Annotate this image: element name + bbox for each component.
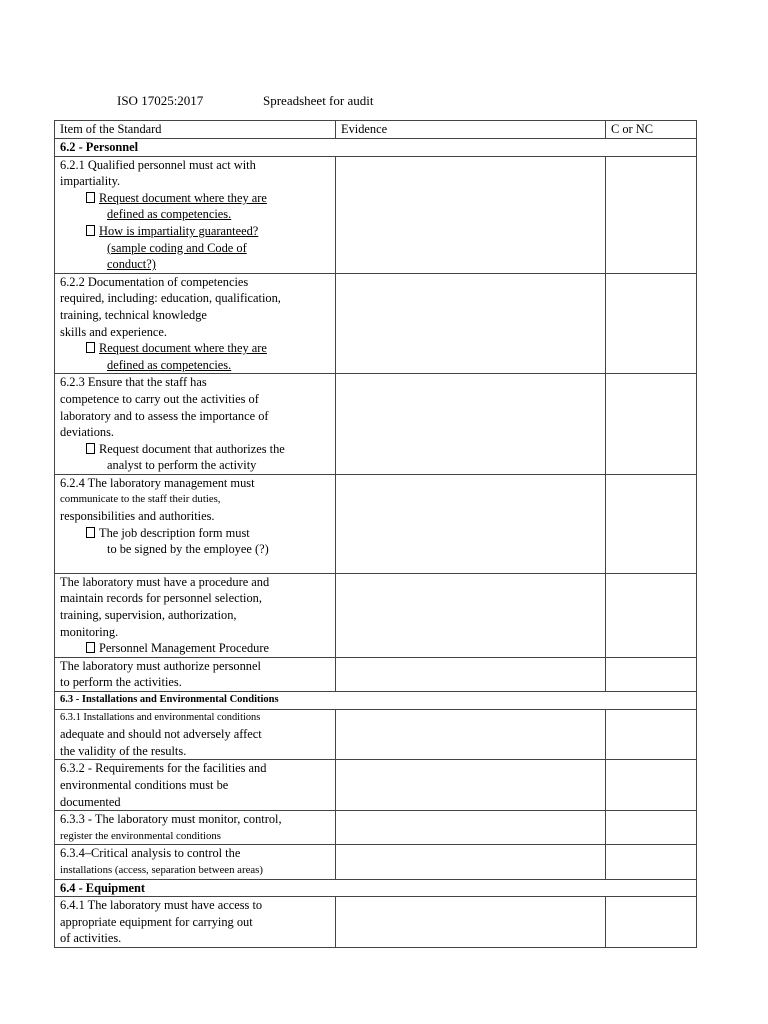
bullet-item: Personnel Management Procedure <box>60 640 335 657</box>
bullet-item: How is impartiality guaranteed? <box>60 223 335 240</box>
item-text: analyst to perform the activity <box>107 458 257 473</box>
evidence-cell[interactable] <box>336 897 606 948</box>
item-text: skills and experience. <box>60 324 168 339</box>
item-cell <box>55 709 336 760</box>
item-cell <box>55 897 336 948</box>
table-row <box>55 897 697 948</box>
item-text: 6.4.1 The laboratory must have access to <box>60 898 263 913</box>
evidence-cell[interactable] <box>336 573 606 657</box>
item-cell <box>55 273 336 374</box>
document-header <box>0 93 768 111</box>
section-title: 6.3 - Installations and Environmental Conditions <box>55 692 697 710</box>
item-text: 6.2.4 The laboratory management must <box>60 475 255 490</box>
item-text: register the environmental conditions <box>60 829 222 842</box>
item-text: 6.3.4–Critical analysis to control the <box>60 846 241 861</box>
item-text: 6.3.2 - Requirements for the facilities and <box>60 761 267 776</box>
table-row <box>55 573 697 657</box>
table-header-row <box>55 121 697 139</box>
evidence-cell[interactable] <box>336 474 606 573</box>
bullet-item: Request document where they are <box>60 340 335 357</box>
conformity-cell[interactable] <box>606 374 697 475</box>
item-text: installations (access, separation between areas) <box>60 864 263 876</box>
conformity-cell[interactable] <box>606 709 697 760</box>
bullet-item: Request document where they are <box>60 190 335 207</box>
standard-label: ISO 17025:2017 <box>117 93 204 108</box>
item-cell <box>55 845 336 879</box>
item-cell <box>55 657 336 691</box>
table-row <box>55 760 697 811</box>
item-text: required, including: education, qualification, <box>60 291 281 306</box>
section-row-equipment <box>55 879 697 897</box>
conformity-cell[interactable] <box>606 573 697 657</box>
item-text: 6.3.3 - The laboratory must monitor, control, <box>60 812 282 827</box>
item-text: conduct?) <box>107 257 156 272</box>
item-text: The laboratory must have a procedure and <box>60 574 270 589</box>
section-title: 6.2 - Personnel <box>55 139 697 157</box>
evidence-cell[interactable] <box>336 156 606 273</box>
column-header-item: Item of the Standard <box>55 121 336 139</box>
audit-table <box>54 120 697 948</box>
item-text: maintain records for personnel selection, <box>60 591 262 606</box>
table-row <box>55 709 697 760</box>
item-text: defined as competencies. <box>107 207 232 222</box>
item-cell <box>55 156 336 273</box>
item-text: of activities. <box>60 931 122 946</box>
item-text: appropriate equipment for carrying out <box>60 914 253 929</box>
item-text: to perform the activities. <box>60 675 182 690</box>
item-text: environmental conditions must be <box>60 778 229 793</box>
checkbox-icon <box>86 342 95 353</box>
table-row <box>55 273 697 374</box>
item-text: monitoring. <box>60 624 119 639</box>
item-text: documented <box>60 794 121 809</box>
table-row <box>55 156 697 273</box>
item-cell <box>55 374 336 475</box>
evidence-cell[interactable] <box>336 845 606 879</box>
table-row <box>55 474 697 573</box>
item-text: adequate and should not adversely affect <box>60 727 262 742</box>
column-header-conformity: C or NC <box>606 121 697 139</box>
item-text: training, technical knowledge <box>60 307 207 322</box>
item-text: to be signed by the employee (?) <box>107 542 269 557</box>
item-text: laboratory and to assess the importance of <box>60 408 269 423</box>
item-cell <box>55 573 336 657</box>
item-text: deviations. <box>60 425 115 440</box>
checkbox-icon <box>86 192 95 203</box>
conformity-cell[interactable] <box>606 474 697 573</box>
evidence-cell[interactable] <box>336 760 606 811</box>
checkbox-icon <box>86 642 95 653</box>
item-text: the validity of the results. <box>60 743 187 758</box>
table-row <box>55 374 697 475</box>
conformity-cell[interactable] <box>606 657 697 691</box>
item-text: 6.2.2 Documentation of competencies <box>60 274 249 289</box>
item-text: training, supervision, authorization, <box>60 608 237 623</box>
item-text: defined as competencies. <box>107 357 232 372</box>
document-title: Spreadsheet for audit <box>263 93 374 108</box>
item-text: communicate to the staff their duties, <box>60 493 221 506</box>
checkbox-icon <box>86 443 95 454</box>
column-header-evidence: Evidence <box>336 121 606 139</box>
table-row <box>55 657 697 691</box>
table-row <box>55 811 697 845</box>
item-text: (sample coding and Code of <box>107 240 247 255</box>
item-text: impartiality. <box>60 174 121 189</box>
conformity-cell[interactable] <box>606 897 697 948</box>
evidence-cell[interactable] <box>336 811 606 845</box>
item-cell <box>55 760 336 811</box>
bullet-item: The job description form must <box>60 525 335 542</box>
item-cell <box>55 811 336 845</box>
evidence-cell[interactable] <box>336 374 606 475</box>
item-text: The laboratory must authorize personnel <box>60 658 261 673</box>
evidence-cell[interactable] <box>336 273 606 374</box>
bullet-item: Request document that authorizes the <box>60 441 335 458</box>
item-text: 6.2.3 Ensure that the staff has <box>60 375 207 390</box>
conformity-cell[interactable] <box>606 156 697 273</box>
evidence-cell[interactable] <box>336 657 606 691</box>
section-row-personnel <box>55 139 697 157</box>
checkbox-icon <box>86 225 95 236</box>
item-text: responsibilities and authorities. <box>60 509 215 524</box>
checkbox-icon <box>86 527 95 538</box>
conformity-cell[interactable] <box>606 811 697 845</box>
item-text: competence to carry out the activities of <box>60 391 259 406</box>
conformity-cell[interactable] <box>606 273 697 374</box>
item-cell <box>55 474 336 573</box>
table-row <box>55 845 697 879</box>
section-row-installations <box>55 692 697 710</box>
conformity-cell[interactable] <box>606 845 697 879</box>
conformity-cell[interactable] <box>606 760 697 811</box>
evidence-cell[interactable] <box>336 709 606 760</box>
item-text: 6.2.1 Qualified personnel must act with <box>60 157 256 172</box>
item-text: 6.3.1 Installations and environmental conditions <box>60 711 261 723</box>
section-title: 6.4 - Equipment <box>55 879 697 897</box>
